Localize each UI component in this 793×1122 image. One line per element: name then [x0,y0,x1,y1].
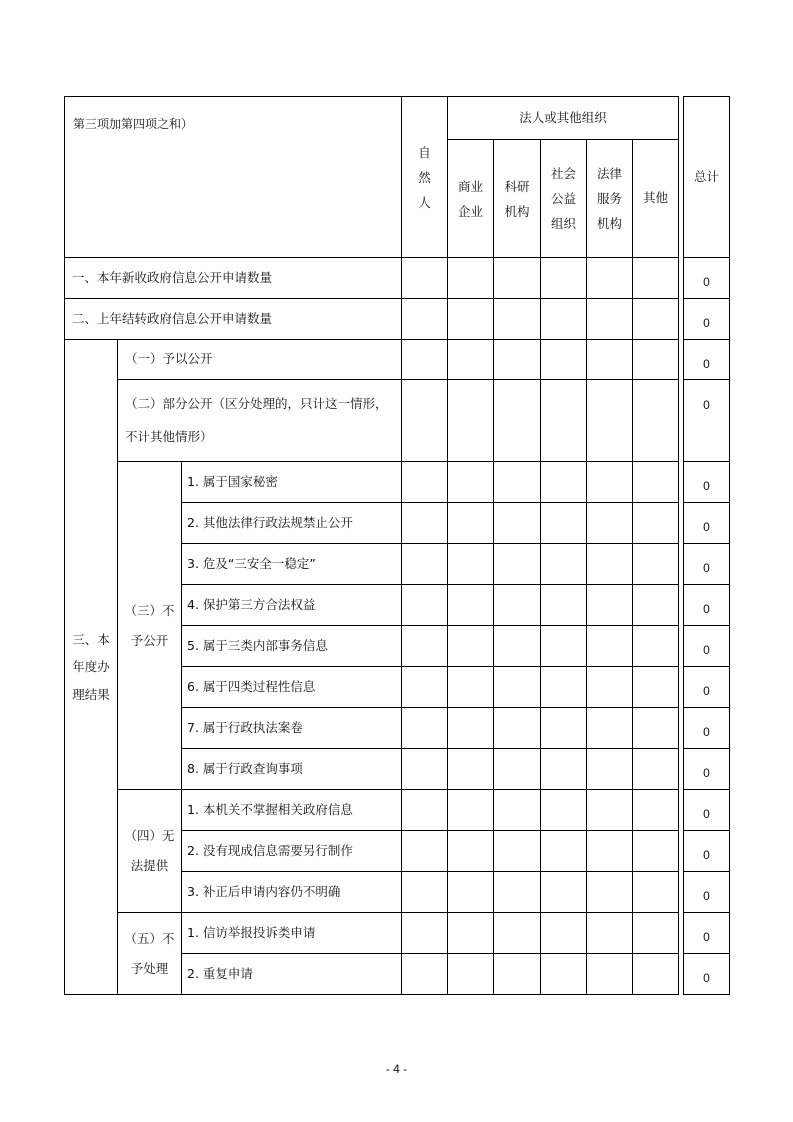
total-grant: 0 [684,340,730,380]
subcategory-not-processed: （五）不予处理 [118,913,182,995]
category-3-label: 三、本年度办理结果 [65,340,118,995]
item-total: 0 [684,544,730,585]
row-label-new-requests: 一、本年新收政府信息公开申请数量 [65,258,402,299]
item-label: 3. 补正后申请内容仍不明确 [182,872,402,913]
total-partial: 0 [684,380,730,462]
header-research: 科研机构 [494,140,541,258]
row-label-partial: （二）部分公开（区分处理的，只计这一情形，不计其他情形） [118,380,402,462]
total-carried-over: 0 [684,299,730,340]
item-total: 0 [684,708,730,749]
item-label: 6. 属于四类过程性信息 [182,667,402,708]
item-total: 0 [684,667,730,708]
item-label: 1. 属于国家秘密 [182,462,402,503]
item-label: 8. 属于行政查询事项 [182,749,402,790]
item-total: 0 [684,954,730,995]
item-label: 7. 属于行政执法案卷 [182,708,402,749]
row-label-grant: （一）予以公开 [118,340,402,380]
header-top-left-cell [65,97,402,258]
item-total: 0 [684,749,730,790]
row-label-carried-over: 二、上年结转政府信息公开申请数量 [65,299,402,340]
header-legal-group: 法人或其他组织 [448,97,679,140]
item-label: 3. 危及“三安全一稳定” [182,544,402,585]
table-row [65,913,730,954]
page-number: - 4 - [385,1062,408,1076]
item-label: 2. 其他法律行政法规禁止公开 [182,503,402,544]
header-legal-service: 法律服务机构 [587,140,633,258]
item-total: 0 [684,913,730,954]
item-total: 0 [684,626,730,667]
table-row [65,462,730,503]
table-row [65,299,730,340]
header-natural-person: 自然人 [402,97,448,258]
header-social: 社会公益组织 [541,140,587,258]
item-total: 0 [684,503,730,544]
table-row [65,340,730,380]
item-total: 0 [684,790,730,831]
item-total: 0 [684,462,730,503]
subcategory-cannot-provide: （四）无法提供 [118,790,182,913]
item-label: 4. 保护第三方合法权益 [182,585,402,626]
table-row [65,380,730,462]
item-total: 0 [684,831,730,872]
header-other: 其他 [633,140,679,258]
item-label: 2. 没有现成信息需要另行制作 [182,831,402,872]
table-row [65,258,730,299]
item-label: 5. 属于三类内部事务信息 [182,626,402,667]
item-total: 0 [684,585,730,626]
table-row [65,790,730,831]
header-top-left-text: 第三项加第四项之和） [73,117,194,131]
disclosure-report-table [64,96,730,995]
item-label: 2. 重复申请 [182,954,402,995]
header-commercial: 商业企业 [448,140,494,258]
total-new-requests: 0 [684,258,730,299]
subcategory-not-open: （三）不予公开 [118,462,182,790]
item-label: 1. 信访举报投诉类申请 [182,913,402,954]
item-label: 1. 本机关不掌握相关政府信息 [182,790,402,831]
header-total: 总计 [684,97,730,258]
item-total: 0 [684,872,730,913]
